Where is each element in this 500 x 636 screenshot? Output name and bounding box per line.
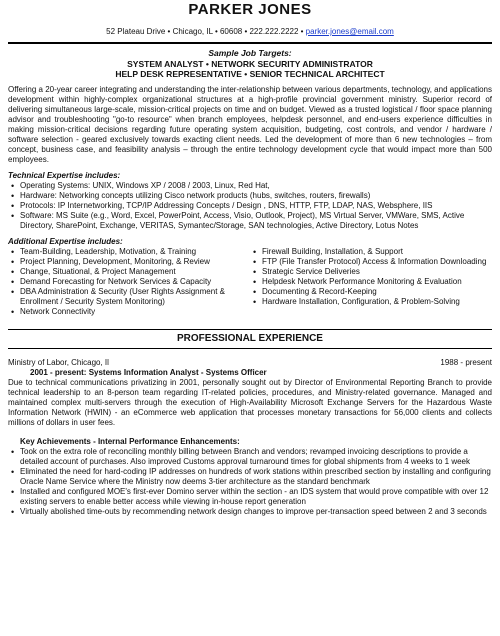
list-item: • Eliminated the need for hard-coding IP addresses on hundreds of work stations within prescribed section by installing and configuring Oracle Name Service where the Ministry now deems 3-tier architecture as the standard benchmark	[20, 467, 492, 487]
list-item: • Network Connectivity	[20, 307, 250, 317]
list-item: • FTP (File Transfer Protocol) Access & Information Downloading	[262, 257, 492, 267]
additional-expertise-left	[8, 247, 250, 317]
employer-name: Ministry of Labor, Chicago, Il	[8, 357, 109, 367]
technical-expertise-title: Technical Expertise includes:	[8, 170, 121, 180]
contact-line	[8, 27, 492, 37]
list-item: • Project Planning, Development, Monitoring, & Review	[20, 257, 250, 267]
list-item: • Software: MS Suite (e.g., Word, Excel, PowerPoint, Access, Visio, Outlook, Project), MS Virtual Server, VMWare, SMS, Active Directory, SharePoint, Exchange, VERITAS, Symantec/Storage, SAN technologies, Active Directory, Lotus Notes	[20, 211, 492, 231]
achievements-list	[8, 447, 492, 517]
list-item: • Demand Forecasting for Network Services & Capacity	[20, 277, 250, 287]
professional-experience-heading: PROFESSIONAL EXPERIENCE	[8, 329, 492, 349]
contact-details: 52 Plateau Drive • Chicago, IL • 60608 • 222.222.2222 •	[106, 27, 304, 36]
career-summary: Offering a 20-year career integrating and understanding the inter-relationship between various departments, technology, and applications development within highly-complex organizational structures at a high-profile provincial government ministry. Superior record of delivering simultaneous large-scale, mission-critical projects on time and on budget. Viewed as a trusted logistical / floor space planning advisor and troubleshooting "go-to resource" when branch employees, helpdesk personnel, and end-users experience difficulties in making mission-critical decisions regarding future operating system acquisition, budgeting, cost controls, and vendor / hardware / software selection - geared exclusively towards exacting client needs. Led the development of more than 6 new technologies – from concept, business case, and feasibility analysis – through the entire technology development cycle that would impact more than 500 employees.	[8, 84, 493, 164]
additional-expertise-right	[250, 247, 492, 317]
header-rule	[8, 42, 492, 44]
list-item: • Operating Systems: UNIX, Windows XP / 2008 / 2003, Linux, Red Hat,	[20, 181, 492, 191]
job-targets-label: Sample Job Targets:	[208, 48, 292, 58]
list-item: • Installed and configured MOE's first-ever Domino server within the section - an IDS system that would prove compatible with over 12 existing servers to enable better access while viewing in-house report generation	[20, 487, 492, 507]
job-targets-line-2: HELP DESK REPRESENTATIVE • SENIOR TECHNICAL ARCHITECT	[115, 69, 385, 79]
job-targets	[8, 48, 492, 80]
list-item: • Hardware: Networking concepts utilizing Cisco network products (hubs, switches, routers, firewalls)	[20, 191, 492, 201]
job-role: 2001 - present: Systems Information Analyst - Systems Officer	[30, 367, 267, 377]
job-description: Due to technical communications privatizing in 2001, personally sought out by Director of Environmental Reporting Branch to provide technical leadership to an 8-person team regarding IT-related policies, procedures, and Ministry-related governance. Managed and maintained complex multi-servers through the execution of High-Availability Microsoft Exchange Servers for the Hazardous Waste Information Network (HWIN) - an eCommerce web application that processes monetary transactions for 56,000 clients and collects millions of dollars in user fees.	[8, 377, 492, 427]
list-item: • Protocols: IP Internetworking, TCP/IP Addressing Concepts / Design , DNS, HTTP, FTP, LDAP, NAS, Websphere, IIS	[20, 201, 492, 211]
list-item: • Firewall Building, Installation, & Support	[262, 247, 492, 257]
candidate-name: PARKER JONES	[188, 1, 312, 18]
job-targets-line-1: SYSTEM ANALYST • NETWORK SECURITY ADMINISTRATOR	[127, 58, 373, 69]
list-item: • Virtually abolished time-outs by recommending network design changes to improve per-transaction speed between 2 and 3 seconds	[20, 507, 492, 517]
list-item: • DBA Administration & Security (User Rights Assignment & Enrollment / Security System Monitoring)	[20, 287, 250, 307]
employment-dates: 1988 - present	[440, 357, 492, 367]
technical-expertise-list	[8, 181, 492, 231]
employer-row	[8, 358, 492, 368]
list-item: • Team-Building, Leadership, Motivation, & Training	[20, 247, 250, 257]
list-item: • Helpdesk Network Performance Monitoring & Evaluation	[262, 277, 492, 287]
achievements-title: Key Achievements - Internal Performance Enhancements:	[20, 436, 240, 446]
additional-expertise-columns	[8, 247, 492, 317]
list-item: • Strategic Service Deliveries	[262, 267, 492, 277]
email-link[interactable]: parker.jones@email.com	[305, 27, 394, 36]
list-item: • Change, Situational, & Project Management	[20, 267, 250, 277]
list-item: • Hardware Installation, Configuration, & Problem-Solving	[262, 297, 492, 307]
list-item: • Took on the extra role of reconciling monthly billing between Branch and vendors; revamped invoicing descriptions to provide a detailed account of purchases. Also improved Customs approval turnaround times for global shipments from 4 weeks to 1 week	[20, 447, 492, 467]
additional-expertise-title: Additional Expertise includes:	[8, 236, 123, 246]
list-item: • Documenting & Record-Keeping	[262, 287, 492, 297]
